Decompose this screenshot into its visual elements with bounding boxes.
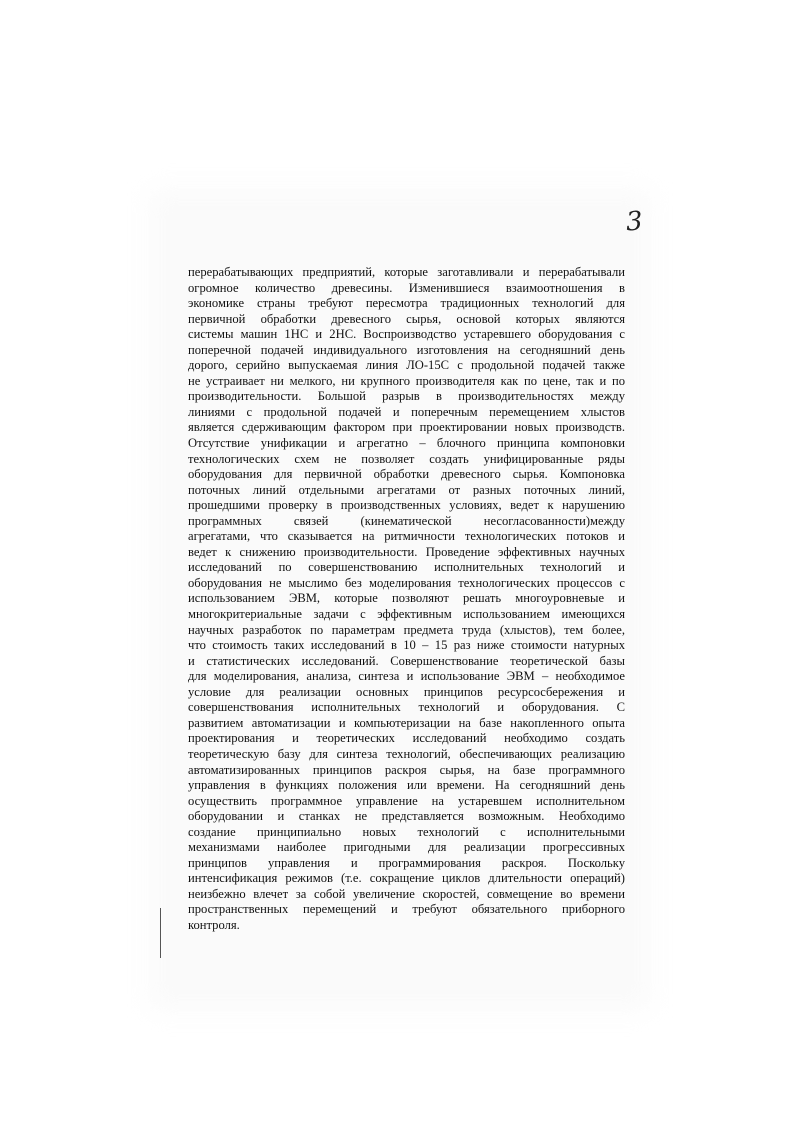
text-line: Отсутствие унификации и агрегатно – блочного принципа компоновки (188, 436, 625, 451)
text-line: оборудовании и станках не представляется возможным. Необходимо (188, 809, 625, 824)
text-line: системы машин 1НС и 2НС. Воспроизводство устаревшего оборудования с (188, 327, 625, 342)
text-line: интенсификация режимов (т.е. сокращение циклов длительности операций) (188, 871, 625, 886)
text-line: механизмами наиболее пригодными для реализации прогрессивных (188, 840, 625, 855)
text-line: поперечной подачей индивидуального изготовления на сегодняшний день (188, 342, 625, 357)
text-line: прошедшими проверку в производственных условиях, ведет к нарушению (188, 498, 625, 513)
text-line: многокритериальные задачи с эффективным использованием имеющихся (188, 607, 625, 622)
text-line: пространственных перемещений и требуют обязательного приборного (188, 902, 625, 917)
text-line: контроля. (188, 917, 240, 932)
text-line: огромное количество древесины. Изменившиеся взаимоотношения в (188, 280, 625, 295)
text-line: использованием ЭВМ, которые позволяют решать многоуровневые и (188, 591, 625, 606)
text-line: производительности. Большой разрыв в производительностях между (188, 389, 625, 404)
text-line: первичной обработки древесного сырья, основой которых являются (188, 311, 625, 326)
text-line: условие для реализации основных принципов ресурсосбережения и (188, 684, 625, 699)
text-line: технологических схем не позволяет создать унифицированные ряды (188, 451, 625, 466)
text-line: создание принципиально новых технологий с исполнительными (188, 824, 625, 839)
text-line: теоретическую базу для синтеза технологий, обеспечивающих реализацию (188, 746, 625, 761)
text-line: развитием автоматизации и компьютеризации на базе накопленного опыта (188, 715, 625, 730)
text-line: совершенствования исполнительных технологий и оборудования. С (188, 700, 625, 715)
text-line: линиями с продольной подачей и поперечным перемещением хлыстов (188, 404, 625, 419)
text-line: проектирования и теоретических исследований необходимо создать (188, 731, 625, 746)
body-text (188, 265, 625, 934)
text-line: перерабатывающих предприятий, которые заготавливали и перерабатывали (188, 265, 625, 279)
text-line: ведет к снижению производительности. Проведение эффективных научных (188, 544, 625, 559)
text-line: экономике страны требуют пересмотра традиционных технологий для (188, 296, 625, 311)
text-line: принципов управления и программирования раскроя. Поскольку (188, 855, 625, 870)
text-line: что стоимость таких исследований в 10 – 15 раз ниже стоимости натурных (188, 638, 625, 653)
text-line: управления в функциях положения или времени. На сегодняшний день (188, 778, 625, 793)
text-line: поточных линий отдельными агрегатами от разных поточных линий, (188, 482, 625, 497)
text-line: оборудования для первичной обработки древесного сырья. Компоновка (188, 467, 625, 482)
text-line: не устраивает ни мелкого, ни крупного производителя как по цене, так и по (188, 373, 625, 388)
text-line: научных разработок по параметрам предмета труда (хлыстов), тем более, (188, 622, 625, 637)
text-line: является сдерживающим фактором при проектировании новых производств. (188, 420, 625, 435)
text-line: автоматизированных принципов раскроя сырья, на базе программного (188, 762, 625, 777)
text-line: агрегатами, что сказывается на ритмичности технологических потоков и (188, 529, 625, 544)
text-line: программных связей (кинематической несогласованности)между (188, 513, 625, 528)
text-line: осуществить программное управление на устаревшем исполнительном (188, 793, 625, 808)
text-line: исследований по совершенствованию исполнительных технологий и (188, 560, 625, 575)
text-line: оборудования не мыслимо без моделирования технологических процессов с (188, 575, 625, 590)
text-line: дорого, серийно выпускаемая линия ЛО-15С с продольной подачей также (188, 358, 625, 373)
margin-mark (160, 908, 161, 958)
text-line: и статистических исследований. Совершенствование теоретической базы (188, 653, 625, 668)
text-line: неизбежно влечет за собой увеличение скоростей, совмещение во времени (188, 886, 625, 901)
text-line: для моделирования, анализа, синтеза и использование ЭВМ – необходимое (188, 669, 625, 684)
page-number: 3 (624, 206, 644, 238)
